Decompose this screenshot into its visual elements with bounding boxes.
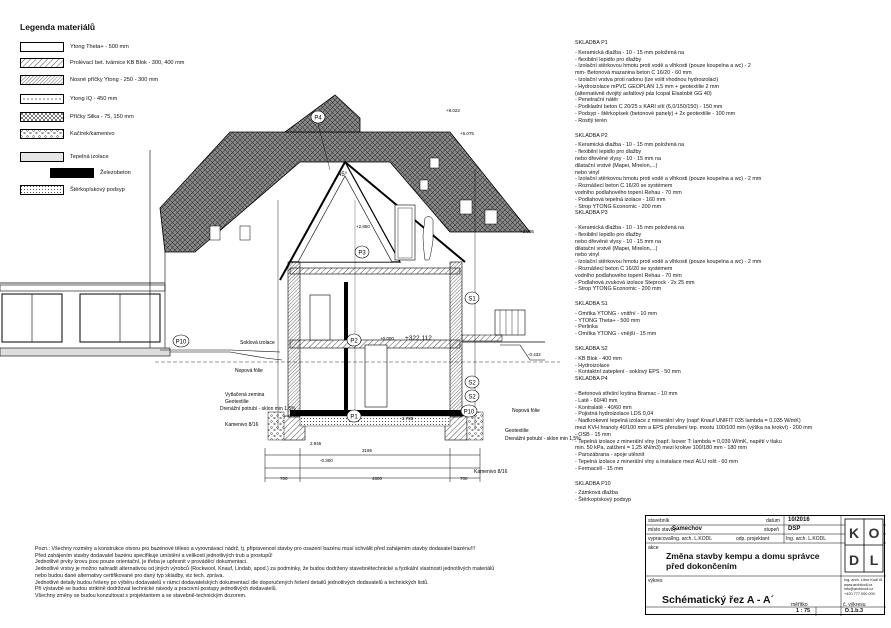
- spec-line: vodního podlahového topení Rehau - 70 mm: [575, 189, 682, 196]
- elevation-label: +0.000: [380, 336, 394, 341]
- marker-p1: [347, 410, 361, 422]
- label-nopova-folie-right: Nopová fólie: [512, 408, 540, 414]
- legend-label: Ytong Theta+ - 500 mm: [70, 43, 129, 50]
- spec-block: [575, 225, 820, 293]
- marker-p3: [355, 246, 369, 258]
- spec-line: - flexibilní lepidlo pro dlažby: [575, 231, 642, 238]
- spec-title: SKLADBA S2: [575, 346, 608, 353]
- spec-line: - Hydroizolace mPVC GEOPLAN 1,5 mm + geotextilie 2 mm: [575, 83, 719, 90]
- spec-title: SKLADBA P1: [575, 40, 608, 46]
- svg-text:O: O: [868, 525, 880, 541]
- spec-line: - Perlinka: [575, 324, 598, 331]
- spec-line: - Izolační stěrkovou hmotu proti vodě a vlhkosti (pouze koupelna a wc) - 2: [575, 63, 751, 70]
- spec-line: - Roznášecí beton C 16/20 se systémem: [575, 183, 673, 190]
- note-line: nebo budou dané alternativy certifikované pro daný typ skladby, viz tech. zpráva.: [35, 572, 224, 579]
- legend-item: [20, 56, 184, 69]
- legend-label: Železobeton: [100, 169, 131, 176]
- legend-item: [20, 40, 129, 53]
- spec-line: - Fermacell - 15 mm: [575, 465, 624, 472]
- spec-line: - Kontaktní zateplení - soklový EPS - 50 mm: [575, 369, 681, 376]
- spec-title: SKLADBA P10: [575, 480, 611, 487]
- vypracoval: Ing. arch. L.KODL: [672, 536, 713, 542]
- elevation-label: +3.905: [520, 229, 534, 234]
- misto-stavby: Samechov: [672, 526, 703, 532]
- elevation-label: +2.850: [356, 224, 370, 229]
- section-drawing: [0, 100, 581, 520]
- legend-swatch-kb-blok: [20, 58, 64, 68]
- spec-line: - Betonová střešní krytina Bramac - 10 mm: [575, 391, 678, 398]
- kodl-logo-icon: [844, 518, 884, 573]
- spec-line: - KB Blok - 400 mm: [575, 355, 622, 362]
- spec-line: nebo vinyl: [575, 252, 600, 259]
- spec-line: - Latě - 60/40 mm: [575, 397, 618, 404]
- label-akce: akce: [648, 545, 659, 551]
- spec-block: [575, 346, 820, 383]
- legend-label: Ytong IQ - 450 mm: [70, 95, 118, 102]
- spec-line: mezi KVH hranoly 40/100 mm a EPS přerušení tep. mostu 100/100 mm (výška na krokví) - 200 mm: [575, 425, 813, 432]
- legend-swatch-ytong-theta: [20, 42, 64, 52]
- spec-line: mm- Betonová mazanina beton C 16/20 - 60 mm: [575, 70, 692, 77]
- spec-line: - Pojistná hydroizolace LDS 0,04: [575, 411, 654, 418]
- note-line: Jednotlivé prvky krovu jsou pouze orientační, je třeba je upřesnit v prováděcí dokumentaci.: [35, 559, 248, 566]
- marker-s2-a: [465, 376, 479, 388]
- marker-p2: [347, 334, 361, 346]
- spec-line: - Hydroizolace: [575, 362, 610, 369]
- elevation-label: -0.300: [320, 458, 333, 463]
- elevation-label: +322,112: [405, 335, 432, 342]
- spec-line: - Zámková dlažba: [575, 490, 618, 497]
- spec-block: [575, 40, 820, 125]
- spec-line: - Podsyp - štěrkopísek (betonové panely) + 2x geotextilie - 100 mm: [575, 110, 736, 117]
- spec-line: min. 50 kPa, zatížení = 1,25 kN/m3) mezi krokve 100/180 mm - 180 mm: [575, 445, 747, 452]
- note-line: Před zahájením stavby dodavatel bazénu specifikuje umístění a velikosti jednotlivých trub a prostupů!: [35, 552, 273, 559]
- label-vykres: výkres: [648, 578, 663, 584]
- marker-s2-b: [465, 390, 479, 402]
- spec-line: - Keramická dlažba - 10 - 15 mm položená na: [575, 225, 685, 232]
- svg-text:P4: P4: [314, 115, 322, 122]
- label-drenazni-left: Drenážní potrubí - sklon min 1,5%: [220, 406, 296, 412]
- spec-line: - Tepelná izolace z minerální vlny a instalace mezi ALU rošt - 60 mm: [575, 459, 738, 466]
- svg-text:L: L: [869, 552, 879, 568]
- note-line: Jednotlivé detaily budou řešeny po výběru dodavatelů v rámci dodavatelských dokumentací dle doporučených řešení detailů jednotlivých dodavatelů a technických listů.: [35, 579, 429, 586]
- label-cislo: č. výkresu: [843, 602, 866, 608]
- spec-line: vodního podlahového topení Rehau - 70 mm: [575, 272, 682, 279]
- spec-line: - flexibilní lepidlo pro dlažby: [575, 149, 642, 156]
- spec-line: - Nadkrokevní tepelná izolace z minerální vlny (např Knauf UNIFIT 035 lambda = 0,035 W/mK): [575, 418, 801, 425]
- spec-line: - Izolační stěrkovou hmotu proti vodě a vlhkosti (pouze koupelna a wc) - 2 mm: [575, 176, 762, 183]
- label-meritko: měřítko: [791, 602, 808, 608]
- svg-text:S2: S2: [468, 380, 476, 387]
- drawing-title: Schématický řez A - A´: [662, 594, 775, 606]
- spec-line: dilatační vrstvě (Mapei, Mirelon,...): [575, 245, 658, 252]
- svg-text:S2: S2: [468, 394, 476, 401]
- spec-block: [575, 133, 820, 218]
- spec-line: dilatační vrstvě (Mapei, Mirelon,...): [575, 162, 658, 169]
- label-nopova-folie-left: Nopová fólie: [235, 368, 263, 374]
- label-odp: odp. projektant: [736, 536, 770, 542]
- neighbour-building: [0, 150, 170, 356]
- spec-block: [575, 481, 820, 504]
- spec-line: - Podkladní beton C 20/25 s KARI sítí (6,0/150/150) - 150 mm: [575, 104, 723, 111]
- note-line: Při výstavbě se budou striktně dodržovat technické návody a pracovní postupy jednotlivých dodavatelů.: [35, 586, 278, 593]
- spec-block: [575, 391, 820, 473]
- dimension-label: 2.780: [402, 416, 414, 421]
- note-line: Jednotlivé vrstvy je možno nahradit alternativou od jiných výrobců (Rockwool, Knauf, Lindab, apod.) za podmínky, že budou dodrženy stavebnětechnické a fyzikální vlastnosti jednotlivých materiálů: [35, 566, 495, 573]
- marker-s1: [465, 292, 479, 304]
- spec-line: - YTONG Theta+ - 500 mm: [575, 317, 640, 324]
- dimension-label: 700: [280, 476, 288, 481]
- spec-line: - flexibilní lepidlo pro dlažby: [575, 56, 642, 63]
- datum: 10/2016: [788, 517, 810, 523]
- svg-text:D: D: [848, 552, 860, 568]
- specification-list: [575, 40, 820, 512]
- odp-projektant: Ing. arch. L.KODL: [786, 536, 827, 542]
- legend-label: Nosné příčky Ytong - 250 - 300 mm: [70, 76, 159, 83]
- elevation-label: -0.432: [528, 352, 541, 357]
- label-stavebnik: stavebník: [648, 518, 670, 524]
- spec-line: - Kontralatě - 40/60 mm: [575, 404, 632, 411]
- label-drenazni-right: Drenážní potrubí - sklon min 1,5%: [505, 436, 581, 442]
- legend-label: Příčky Silka - 75, 150 mm: [70, 113, 134, 120]
- spec-line: SKLADBA P4: [575, 376, 608, 383]
- label-kamenivo-right: Kamenivo 8/16: [474, 469, 508, 475]
- spec-line: - Strop YTONG Economic - 200 mm: [575, 203, 662, 210]
- spec-line: nebo dřevěné vlysy - 10 - 15 mm na: [575, 155, 661, 162]
- note-line: Pozn.: Všechny rozměry a konstrukce otvoru pro bazénové těleso a vyrovnávací nádrž, tj. připravenost stavby pro osazení bazénu musí schválit před zahájením stavby dodavatel bazénu!!!: [35, 546, 476, 552]
- stupen: DSP: [788, 526, 801, 532]
- label-kamenivo-left: Kamenivo 8/16: [225, 422, 259, 428]
- legend-swatch-nosne-pricky: [20, 75, 64, 85]
- spec-line: - Podlahová zvuková izolace Steprock - 2x 25 mm: [575, 279, 695, 286]
- spec-line: - OSB - 15 mm: [575, 431, 611, 438]
- label-datum: datum: [766, 518, 780, 524]
- label-vypracoval: vypracoval: [648, 536, 672, 542]
- svg-text:P10: P10: [175, 339, 187, 346]
- marker-p4: [311, 111, 325, 123]
- label-stupen: stupeň: [764, 527, 780, 533]
- note-line: Všechny změny se budou konzultovat s projektantem a se stavebně-technickým dozorem.: [35, 592, 247, 599]
- legend-label: Kačírek/kamenivo: [70, 130, 115, 137]
- dimension-label: 4800: [372, 476, 383, 481]
- spec-line: (alternativně dvojitý asfaltový pás Icopal Elastobit GG 40): [575, 90, 712, 97]
- notes: [35, 546, 605, 600]
- label-vytlacena-zemina: Vytlačená zemina: [225, 392, 265, 398]
- spec-block: [575, 301, 820, 338]
- legend-label: Tepelná izolace: [70, 153, 109, 160]
- dimension-label: 2.945: [310, 441, 322, 446]
- spec-line: - Omítka YTONG - vnitřní - 10 mm: [575, 310, 657, 317]
- spec-line: - Parozábrana - spoje utěsnit: [575, 452, 645, 459]
- label-misto: místo stavby: [648, 527, 677, 533]
- svg-text:P3: P3: [358, 250, 366, 257]
- elevation-label: +8.022: [446, 108, 460, 113]
- spec-title: SKLADBA P2: [575, 132, 608, 139]
- drawing-number: D.1.b.3: [845, 608, 864, 614]
- spec-line: - Roznášecí beton C 16/20 se systémem: [575, 265, 673, 272]
- spec-line: - Penetrační nátěr: [575, 97, 619, 104]
- spec-line: - Izolační stěrkovou hmotu proti vodě a vlhkosti (pouze koupelna a wc) - 2 mm: [575, 259, 762, 266]
- dimension-label: 3195: [362, 448, 373, 453]
- svg-text:S1: S1: [468, 296, 476, 303]
- spec-line: - Keramická dlažba - 10 - 15 mm položená na: [575, 142, 685, 149]
- title-block: [645, 515, 885, 615]
- marker-p10-left: [173, 335, 189, 347]
- spec-line: SKLADBA P3: [575, 210, 608, 217]
- svg-text:K: K: [848, 525, 860, 541]
- label-soklova-izolace: Soklová izolace: [240, 340, 275, 346]
- svg-text:P2: P2: [350, 338, 358, 345]
- legend-item: [20, 73, 158, 86]
- roof-angle-label: 45°: [338, 172, 348, 178]
- spec-line: - Strop YTONG Economic - 200 mm: [575, 286, 662, 293]
- label-geotextilie-left: Geotextilie: [225, 399, 249, 405]
- spec-line: - Omítka YTONG - vnější - 15 mm: [575, 331, 657, 338]
- marker-p10-right: [461, 405, 477, 417]
- legend-title: Legenda materiálů: [20, 22, 96, 32]
- project-title: Změna stavby kempu a domu správce před dokončením: [666, 551, 820, 571]
- spec-line: - Izolační vrstva proti radonu (ize volit vhodnou hydroizolaci): [575, 76, 719, 83]
- spec-line: - Keramická dlažba - 10 - 15 mm položená na: [575, 49, 685, 56]
- spec-line: - Rostlý terén: [575, 117, 608, 124]
- svg-text:P10: P10: [463, 409, 475, 416]
- spec-title: SKLADBA S1: [575, 301, 608, 308]
- spec-line: nebo dřevěné vlysy - 10 - 15 mm na: [575, 238, 661, 245]
- firm-info: Ing. arch. Libor Kodl III. www.archkodl.cz info@archkodl.cz +420 777 000 000: [844, 578, 884, 596]
- elevation-label: +6.075: [460, 131, 474, 136]
- legend-label: Prolévací bet. tvárnice KB Blok - 300, 400 mm: [70, 59, 185, 66]
- meritko: 1 : 75: [796, 608, 811, 614]
- spec-line: - Tepelná izolace z minerální vlny (např. Isover T: lambda = 0,039 W/mK, napětí v tlaku: [575, 438, 782, 445]
- spec-line: nebo vinyl: [575, 169, 600, 176]
- dimension-label: 700: [460, 476, 468, 481]
- svg-text:P1: P1: [350, 414, 358, 421]
- label-geotextilie-right: Geotextilie: [505, 428, 529, 434]
- spec-line: - Štěrkopískový podsyp: [575, 497, 632, 504]
- spec-line: - Podlahová tepelná izolace - 160 mm: [575, 196, 666, 203]
- legend-label: Štěrkopískový podsyp: [70, 186, 125, 193]
